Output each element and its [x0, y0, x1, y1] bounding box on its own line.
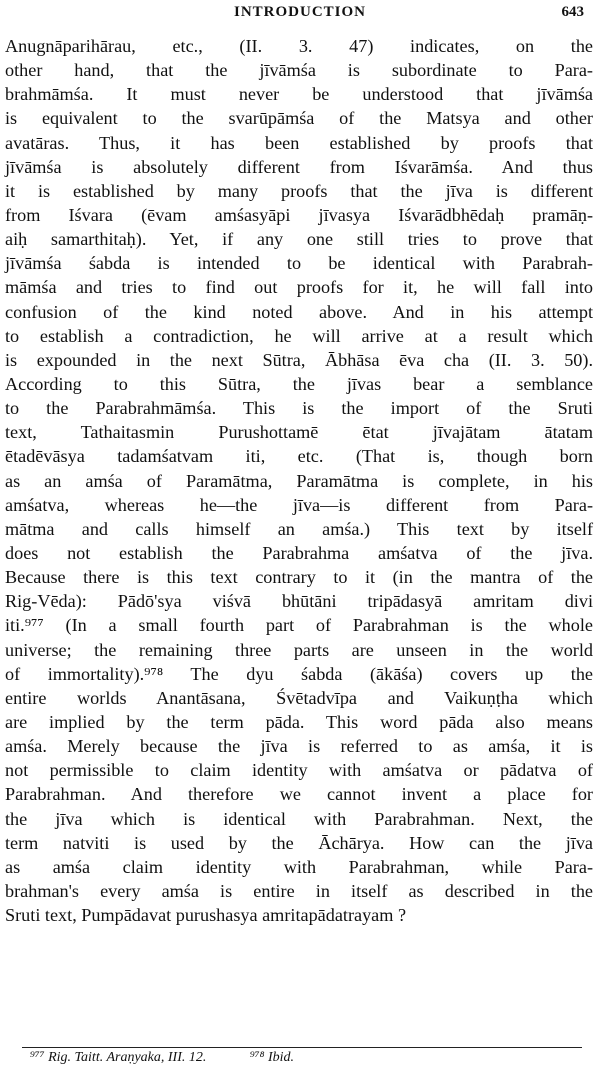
- footnote-divider: [22, 1047, 582, 1048]
- text-line: is equivalent to the svarūpāmśa of the Matsya and other: [5, 108, 593, 129]
- text-line: Parabrahman. And therefore we cannot invent a place for: [5, 784, 593, 805]
- text-line: brahman's every amśa is entire in itself as described in the: [5, 880, 593, 901]
- text-line: universe; the remaining three parts are unseen in the world: [5, 639, 593, 660]
- text-line: entire worlds Anantāsana, Śvētadvīpa and Vaikuṇṭha which: [5, 687, 593, 708]
- text-line: not permissible to claim identity with amśatva or pādatva of: [5, 760, 593, 781]
- text-line: māmśa and tries to find out proofs for it, he will fall into: [5, 277, 593, 298]
- text-line: the jīva which is identical with Parabrahman. Next, the: [5, 808, 593, 829]
- text-line: amśa. Merely because the jīva is referred to as amśa, it is: [5, 736, 593, 757]
- text-line: as amśa claim identity with Parabrahman, while Para-: [5, 856, 593, 877]
- footnote: ⁹⁷⁸ Ibid.: [249, 1050, 295, 1065]
- text-line: to establish a contradiction, he will arrive at a result which: [5, 325, 593, 346]
- text-line: does not establish the Parabrahma amśatva of the jīva.: [5, 542, 593, 563]
- text-line: aiḥ samarthitaḥ). Yet, if any one still tries to prove that: [5, 229, 593, 250]
- text-line: it is established by many proofs that the jīva is different: [5, 180, 593, 201]
- text-line: Sruti text, Pumpādavat purushasya amritapādatrayam ?: [5, 905, 407, 926]
- text-line: ētadēvāsya tadamśatvam iti, etc. (That is, though born: [5, 446, 593, 467]
- body-text: [5, 34, 593, 927]
- text-line: Anugnāparihārau, etc., (II. 3. 47) indicates, on the: [5, 36, 593, 56]
- text-line: iti.⁹⁷⁷ (In a small fourth part of Parabrahman is the whole: [5, 615, 593, 636]
- page-number: 643: [561, 4, 584, 20]
- text-line: brahmāmśa. It must never be understood that jīvāmśa: [5, 84, 593, 105]
- text-line: Rig-Vēda): Pādō'sya viśvā bhūtāni tripādasyā amritam divi: [5, 591, 593, 612]
- text-line: of immortality).⁹⁷⁸ The dyu śabda (ākāśa) covers up the: [5, 663, 593, 684]
- footnote: ⁹⁷⁷ Rig. Taitt. Araṇyaka, III. 12.: [30, 1050, 207, 1065]
- page-header: [0, 2, 600, 26]
- text-line: are implied by the term pāda. This word pāda also means: [5, 711, 593, 732]
- running-head: INTRODUCTION: [233, 4, 366, 20]
- footnotes: [30, 1050, 590, 1066]
- text-line: text, Tathaitasmin Purushottamē ētat jīvajātam ātatam: [5, 422, 593, 443]
- text-line: term natviti is used by the Āchārya. How can the jīva: [5, 832, 593, 853]
- text-line: jīvāmśa śabda is intended to be identical with Parabrah-: [5, 253, 593, 274]
- text-line: from Iśvara (ēvam amśasyāpi jīvasya Iśvarādbhēdaḥ pramāṇ-: [5, 204, 593, 225]
- text-line: confusion of the kind noted above. And in his attempt: [5, 301, 593, 322]
- text-line: According to this Sūtra, the jīvas bear a semblance: [5, 373, 593, 394]
- text-line: other hand, that the jīvāmśa is subordinate to Para-: [5, 60, 593, 81]
- text-line: as an amśa of Paramātma, Paramātma is complete, in his: [5, 470, 593, 491]
- text-line: is expounded in the next Sūtra, Ābhāsa ēva cha (II. 3. 50).: [5, 349, 593, 370]
- text-line: Because there is this text contrary to it (in the mantra of the: [5, 567, 593, 588]
- text-line: avatāras. Thus, it has been established by proofs that: [5, 132, 593, 153]
- text-line: amśatva, whereas he—the jīva—is different from Para-: [5, 494, 593, 515]
- text-line: jīvāmśa is absolutely different from Iśvarāmśa. And thus: [5, 156, 593, 177]
- text-line: mātma and calls himself an amśa.) This text by itself: [5, 518, 593, 539]
- text-line: to the Parabrahmāmśa. This is the import of the Sruti: [5, 398, 593, 419]
